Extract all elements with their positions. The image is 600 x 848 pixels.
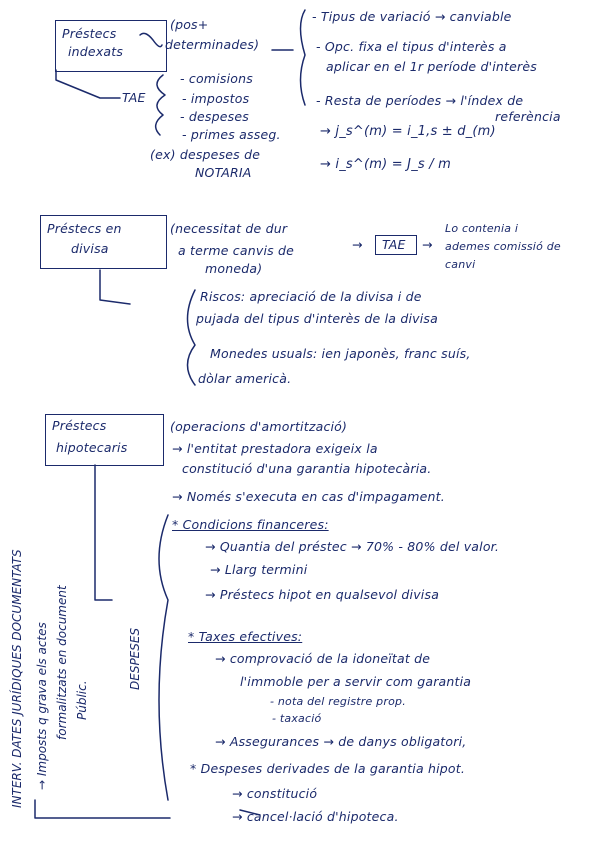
s3-desc-line2: → l'entitat prestadora exigeix la: [172, 441, 378, 456]
box3-line1: Préstecs: [52, 418, 107, 433]
box1-line2: indexats: [68, 44, 124, 59]
s2-arrow: →: [352, 237, 363, 252]
s3-derived-item-1: → constitució: [232, 786, 318, 801]
s1-right-item-2: - Opc. fixa el tipus d'interès a: [316, 39, 507, 54]
box-prestecs-hipotecaris: [45, 414, 164, 466]
box1-line1: Préstecs: [62, 26, 117, 41]
s1-formula-2: → i_s^(m) = J_s / m: [320, 157, 451, 172]
s1-tae-label: TAE: [122, 90, 146, 105]
s3-left-vertical-4: Públic.: [75, 680, 89, 720]
s1-right-item-4: - Resta de períodes → l'índex de: [316, 93, 524, 108]
s2-tae-note-1: Lo contenia i: [445, 222, 519, 235]
s3-taxes-item-3: - nota del registre prop.: [270, 695, 406, 708]
s2-desc-line1: (necessitat de dur: [170, 221, 288, 236]
s3-left-vertical-1: INTERV. DATES JURÍDIQUES DOCUMENTATS: [10, 549, 24, 808]
s2-coins-line2: dòlar americà.: [198, 371, 292, 386]
s3-taxes-item-4: - taxació: [272, 712, 322, 725]
s1-tae-item-4: - primes asseg.: [182, 127, 281, 142]
s1-notaria-line1: (ex) despeses de: [150, 147, 261, 162]
box2-line1: Préstecs en: [47, 221, 122, 236]
s2-coins-line1: Monedes usuals: ien japonès, franc suís,: [210, 346, 471, 361]
s2-tae-note-3: canvi: [445, 258, 476, 271]
s2-tae-box: [375, 235, 417, 255]
s1-tae-item-2: - impostos: [182, 91, 250, 106]
s3-taxes-item-2: l'immoble per a servir com garantia: [240, 674, 472, 689]
s2-tae-note-2: ademes comissió de: [445, 240, 561, 253]
s3-left-vertical-3: formalitzats en document: [55, 585, 69, 740]
box3-line2: hipotecaris: [56, 440, 128, 455]
s1-paren-line1: (pos+: [170, 17, 209, 32]
s2-tae-label: TAE: [382, 237, 406, 252]
s2-risk-line2: pujada del tipus d'interès de la divisa: [196, 311, 438, 326]
box-prestecs-indexats: [55, 20, 167, 72]
s3-desc-line1: (operacions d'amortització): [170, 419, 348, 434]
s3-taxes-item-1: → comprovació de la idoneïtat de: [215, 651, 431, 666]
s1-tae-item-1: - comisions: [180, 71, 253, 86]
s3-left-vertical-2: → Imposts q grava els actes: [35, 622, 49, 790]
s3-taxes-title: * Taxes efectives:: [188, 629, 303, 644]
s3-cond-title: * Condicions financeres:: [172, 517, 329, 532]
s1-right-item-5: referència: [495, 109, 561, 124]
s1-tae-item-3: - despeses: [180, 109, 249, 124]
s3-insurance: → Assegurances → de danys obligatori,: [215, 734, 467, 749]
s2-risk-line1: Riscos: apreciació de la divisa i de: [200, 289, 422, 304]
s3-cond-item-1: → Quantia del préstec → 70% - 80% del valor.: [205, 539, 500, 554]
s1-formula-1: → j_s^(m) = i_1,s ± d_(m): [320, 124, 496, 139]
s3-derived: * Despeses derivades de la garantia hipot.: [190, 761, 466, 776]
s3-cond-item-3: → Préstecs hipot en qualsevol divisa: [205, 587, 440, 602]
s2-arrow-2: →: [422, 237, 433, 252]
s3-derived-item-2: → cancel·lació d'hipoteca.: [232, 809, 399, 824]
s3-desc-line4: → Només s'executa en cas d'impagament.: [172, 489, 445, 504]
s2-desc-line2: a terme canvis de: [178, 243, 295, 258]
s2-desc-line3: moneda): [205, 261, 263, 276]
s3-cond-item-2: → Llarg termini: [210, 562, 308, 577]
box-prestecs-divisa: [40, 215, 167, 269]
s1-paren-line2: determinades): [165, 37, 260, 52]
s1-right-item-1: - Tipus de variació → canviable: [312, 9, 512, 24]
s1-notaria-line2: NOTARIA: [195, 165, 252, 180]
box2-line2: divisa: [71, 241, 109, 256]
s1-right-item-3: aplicar en el 1r període d'interès: [326, 59, 537, 74]
s3-desc-line3: constitució d'una garantia hipotecària.: [182, 461, 432, 476]
s3-despeses-label: DESPESES: [128, 627, 142, 690]
